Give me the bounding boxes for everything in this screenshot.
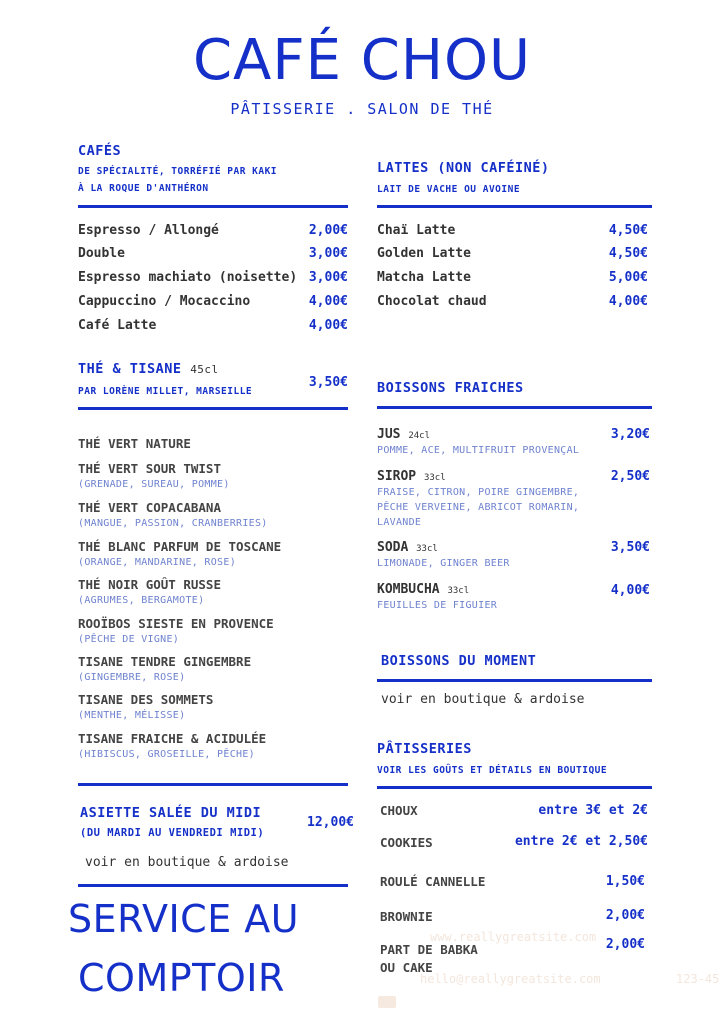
cafe-item-name: Espresso machiato (noisette) [78, 270, 298, 285]
watermark-email: hello@reallygreatsite.com [420, 972, 601, 986]
cafes-rule [78, 205, 348, 208]
mail-icon [378, 996, 396, 1008]
pastry-item-name: ROULÉ CANNELLE [380, 874, 486, 889]
fraiche-item-label: JUS [377, 427, 401, 442]
the-heading [78, 361, 219, 377]
fraiche-item-unit: 33cl [423, 473, 446, 483]
asiette-heading: ASIETTE SALÉE DU MIDI [80, 805, 262, 821]
fraiche-item-label: SIROP [377, 469, 417, 484]
asiette-sub: (DU MARDI AU VENDREDI MIDI) [80, 827, 265, 839]
fraiche-item-price: 4,00€ [610, 583, 650, 598]
pastry-item-price: 2,00€ [605, 937, 645, 952]
fraiche-item-note: LIMONADE, GINGER BEER [377, 558, 510, 569]
lattes-sub: LAIT DE VACHE OU AVOINE [377, 184, 521, 195]
tea-item-name: THÉ BLANC PARFUM DE TOSCANE [78, 539, 282, 554]
the-bottom-rule [78, 783, 348, 786]
cafe-item-price: 4,00€ [308, 294, 348, 309]
tea-item-note: (MENTHE, MÉLISSE) [78, 710, 186, 721]
pastry-item-price: 1,50€ [605, 874, 645, 889]
fraiche-item-price: 3,50€ [610, 540, 650, 555]
fraiche-item-label: KOMBUCHA [377, 582, 440, 597]
latte-item-price: 4,50€ [608, 246, 648, 261]
the-heading-label: THÉ & TISANE [78, 361, 182, 377]
fraiche-item-name [377, 427, 430, 442]
fraiche-item-note: PÊCHE VERVEINE, ABRICOT ROMARIN, [377, 502, 580, 513]
latte-item-price: 4,00€ [608, 294, 648, 309]
pastry-item-name: CHOUX [380, 803, 418, 818]
fraiche-item-name [377, 540, 438, 555]
moment-rule [377, 679, 652, 682]
fraiche-item-note: FEUILLES DE FIGUIER [377, 600, 498, 611]
cafe-item-price: 4,00€ [308, 318, 348, 333]
fraiches-heading: BOISSONS FRAICHES [377, 380, 524, 396]
service-line1: SERVICE AU [68, 897, 300, 941]
cafes-sub1: DE SPÉCIALITÉ, TORRÉFIÉ PAR KAKI [78, 166, 278, 177]
cafe-item-name: Cappuccino / Mocaccino [78, 294, 251, 309]
pastry-item-price: entre 2€ et 2,50€ [514, 834, 648, 849]
pastry-item-name: BROWNIE [380, 909, 433, 924]
latte-item-price: 5,00€ [608, 270, 648, 285]
asiette-price: 12,00€ [307, 815, 354, 830]
tea-item-name: TISANE TENDRE GINGEMBRE [78, 654, 252, 669]
the-sub: PAR LORÈNE MILLET, MARSEILLE [78, 386, 253, 397]
moment-heading: BOISSONS DU MOMENT [381, 653, 537, 669]
watermark-phone: 123-45 [676, 972, 720, 986]
fraiche-item-name [377, 469, 446, 484]
asiette-rule [78, 884, 348, 887]
cafes-sub2: À LA ROQUE D'ANTHÉRON [78, 183, 209, 194]
the-rule [78, 407, 348, 410]
tea-item-name: THÉ VERT NATURE [78, 436, 191, 451]
the-price: 3,50€ [308, 375, 348, 390]
cafe-item-price: 3,00€ [308, 246, 348, 261]
patisseries-heading: PÂTISSERIES [377, 741, 472, 757]
lattes-heading: LATTES (NON CAFÉINÉ) [377, 160, 550, 176]
fraiche-item-name [377, 582, 469, 597]
cafe-item-price: 3,00€ [308, 270, 348, 285]
fraiche-item-note: LAVANDE [377, 517, 422, 528]
fraiche-item-price: 3,20€ [610, 427, 650, 442]
page-title: CAFÉ CHOU [192, 28, 532, 93]
latte-item-name: Chaï Latte [377, 223, 456, 238]
cafe-item-name: Café Latte [78, 318, 157, 333]
latte-item-price: 4,50€ [608, 223, 648, 238]
fraiche-item-unit: 24cl [408, 431, 430, 441]
tea-item-note: (MANGUE, PASSION, CRANBERRIES) [78, 518, 268, 529]
fraiche-item-unit: 33cl [447, 586, 470, 596]
pastry-item-name: PART DE BABKA [380, 942, 478, 957]
page-subtitle: PÂTISSERIE . SALON DE THÉ [230, 100, 494, 118]
pastry-item-price: 2,00€ [605, 908, 645, 923]
tea-item-name: THÉ VERT SOUR TWIST [78, 461, 221, 476]
cafe-item-name: Espresso / Allongé [78, 223, 219, 238]
tea-item-name: ROOÏBOS SIESTE EN PROVENCE [78, 616, 274, 631]
tea-item-note: (ORANGE, MANDARINE, ROSE) [78, 557, 237, 568]
cafe-item-price: 2,00€ [308, 223, 348, 238]
latte-item-name: Chocolat chaud [377, 294, 487, 309]
tea-item-note: (GINGEMBRE, ROSE) [78, 672, 186, 683]
tea-item-name: THÉ NOIR GOÛT RUSSE [78, 577, 221, 592]
pastry-item-name: COOKIES [380, 835, 433, 850]
tea-item-note: (PÊCHE DE VIGNE) [78, 634, 180, 645]
patisseries-rule [377, 786, 652, 789]
lattes-rule [377, 205, 652, 208]
fraiche-item-unit: 33cl [416, 544, 438, 554]
cafes-heading: CAFÉS [78, 143, 122, 159]
tea-item-note: (AGRUMES, BERGAMOTE) [78, 595, 205, 606]
watermark-website: www.reallygreatsite.com [430, 930, 597, 944]
tea-item-note: (GRENADE, SUREAU, POMME) [78, 479, 230, 490]
fraiche-item-price: 2,50€ [610, 469, 650, 484]
fraiche-item-note: POMME, ACE, MULTIFRUIT PROVENÇAL [377, 445, 580, 456]
patisseries-sub: VOIR LES GOÛTS ET DÉTAILS EN BOUTIQUE [377, 765, 608, 776]
pastry-item-price: entre 3€ et 2€ [538, 803, 648, 818]
the-unit: 45cl [190, 363, 219, 376]
tea-item-name: TISANE FRAICHE & ACIDULÉE [78, 731, 267, 746]
cafe-item-name: Double [78, 246, 125, 261]
service-line2: COMPTOIR [78, 956, 285, 1000]
fraiches-rule [377, 406, 652, 409]
latte-item-name: Matcha Latte [377, 270, 471, 285]
latte-item-name: Golden Latte [377, 246, 471, 261]
fraiche-item-label: SODA [377, 540, 409, 555]
tea-item-name: THÉ VERT COPACABANA [78, 500, 221, 515]
pastry-item-name-line2: OU CAKE [380, 960, 433, 975]
fraiche-item-note: FRAISE, CITRON, POIRE GINGEMBRE, [377, 487, 580, 498]
tea-item-note: (HIBISCUS, GROSEILLE, PÊCHE) [78, 749, 255, 760]
moment-text: voir en boutique & ardoise [381, 692, 585, 707]
asiette-text: voir en boutique & ardoise [85, 855, 289, 870]
tea-item-name: TISANE DES SOMMETS [78, 692, 214, 707]
